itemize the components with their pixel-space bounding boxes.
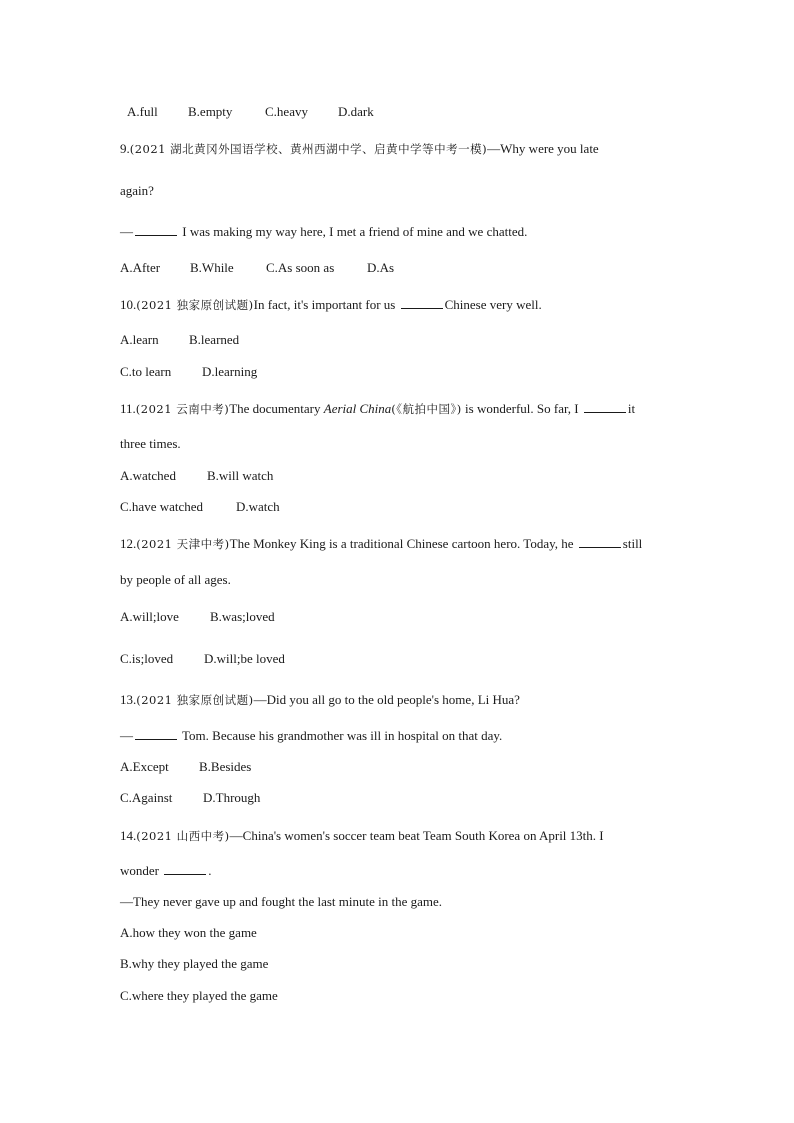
answer-blank[interactable] [164,863,206,875]
q13-options-row2 [120,790,260,806]
question-text: again? [120,183,154,198]
option-d[interactable]: D.dark [338,104,374,119]
option-c[interactable]: C.is;loved [120,651,174,666]
question-source: (2021 独家原创试题) [136,298,254,312]
q14-option-a[interactable] [120,925,257,941]
answer-blank[interactable] [401,297,443,309]
option-b[interactable]: B.empty [188,104,233,119]
reply-text: Tom. Because his grandmother was ill in hospital on that day. [182,728,503,743]
question-number: 11. [120,401,136,416]
question-text: The documentary [229,401,321,416]
question-text: —China's women's soccer team beat Team South Korea on April 13th. I [229,828,604,843]
answer-blank[interactable] [579,536,621,548]
q8-options [127,104,374,120]
question-source: (2021 天津中考) [136,537,230,551]
option-a[interactable]: A.watched [120,468,176,483]
question-text: it [627,401,636,416]
option-d[interactable]: D.Through [203,790,261,805]
answer-blank[interactable] [584,401,626,413]
q9-stem [120,141,599,157]
question-text: The Monkey King is a traditional Chinese cartoon hero. Today, he [229,536,574,551]
q11-options-row1 [120,468,273,484]
q14-stem [120,828,604,844]
question-text: —Did you all go to the old people's home, Li Hua? [253,692,520,707]
q13-options-row1 [120,759,251,775]
dash: — [120,224,133,239]
q11-options-row2 [120,499,280,515]
q9-options [120,260,394,276]
option-d[interactable]: D.will;be loved [204,651,285,666]
option-b[interactable]: B.Besides [199,759,252,774]
question-text: by people of all ages. [120,572,231,587]
question-source: (2021 云南中考) [135,402,230,416]
question-number: 14. [120,828,137,843]
option-b[interactable]: B.learned [189,332,240,347]
option-a[interactable]: A.how they won the game [120,925,257,940]
option-c[interactable]: C.have watched [120,499,204,514]
q13-stem [120,692,520,708]
option-b[interactable]: B.was;loved [210,609,275,624]
reply-text: —They never gave up and fought the last minute in the game. [120,894,443,909]
question-text: wonder [120,863,159,878]
question-text: still [622,536,643,551]
question-number: 10. [120,297,137,312]
dash: — [120,728,133,743]
q14-option-c[interactable] [120,988,278,1004]
answer-blank[interactable] [135,224,177,236]
q12-options-row2 [120,651,285,667]
question-text: is wonderful. So far, I [465,401,579,416]
question-source: (2021 湖北黄冈外国语学校、黄州西湖中学、启黄中学等中考一模) [129,142,488,156]
question-number: 9. [120,141,130,156]
option-b[interactable]: B.why they played the game [120,956,269,971]
question-text: In fact, it's important for us [253,297,396,312]
q14-reply [120,894,442,910]
question-source: (2021 独家原创试题) [136,693,254,707]
option-d[interactable]: D.As [367,260,395,275]
q10-options-row1 [120,332,239,348]
q11-stem-cont [120,436,181,452]
option-a[interactable]: A.full [127,104,158,119]
option-c[interactable]: C.to learn [120,364,172,379]
q10-options-row2 [120,364,257,380]
question-text: three times. [120,436,181,451]
q9-stem-cont [120,183,154,199]
question-number: 13. [120,692,137,707]
option-c[interactable]: C.As soon as [266,260,335,275]
q9-reply [120,224,527,240]
question-text: —Why were you late [487,141,599,156]
q12-stem-cont [120,572,231,588]
option-a[interactable]: A.will;love [120,609,179,624]
option-c[interactable]: C.Against [120,790,173,805]
question-text: . [208,863,212,878]
question-source: (2021 山西中考) [136,829,230,843]
q10-stem [120,297,542,313]
question-number: 12. [120,536,137,551]
question-text: Chinese very well. [444,297,542,312]
q12-stem [120,536,642,552]
q14-stem-cont [120,863,212,879]
q12-options-row1 [120,609,275,625]
answer-blank[interactable] [135,728,177,740]
documentary-title: Aerial China [323,401,392,416]
option-d[interactable]: D.watch [236,499,280,514]
option-a[interactable]: A.Except [120,759,169,774]
option-a[interactable]: A.learn [120,332,159,347]
option-a[interactable]: A.After [120,260,161,275]
q13-reply [120,728,502,744]
reply-text: I was making my way here, I met a friend of mine and we chatted. [182,224,528,239]
option-c[interactable]: C.heavy [265,104,308,119]
option-b[interactable]: B.will watch [207,468,274,483]
q14-option-b[interactable] [120,956,268,972]
option-b[interactable]: B.While [190,260,234,275]
option-c[interactable]: C.where they played the game [120,988,278,1003]
q11-stem [120,401,635,417]
documentary-title-cn: (《航拍中国》) [391,402,462,416]
option-d[interactable]: D.learning [202,364,258,379]
